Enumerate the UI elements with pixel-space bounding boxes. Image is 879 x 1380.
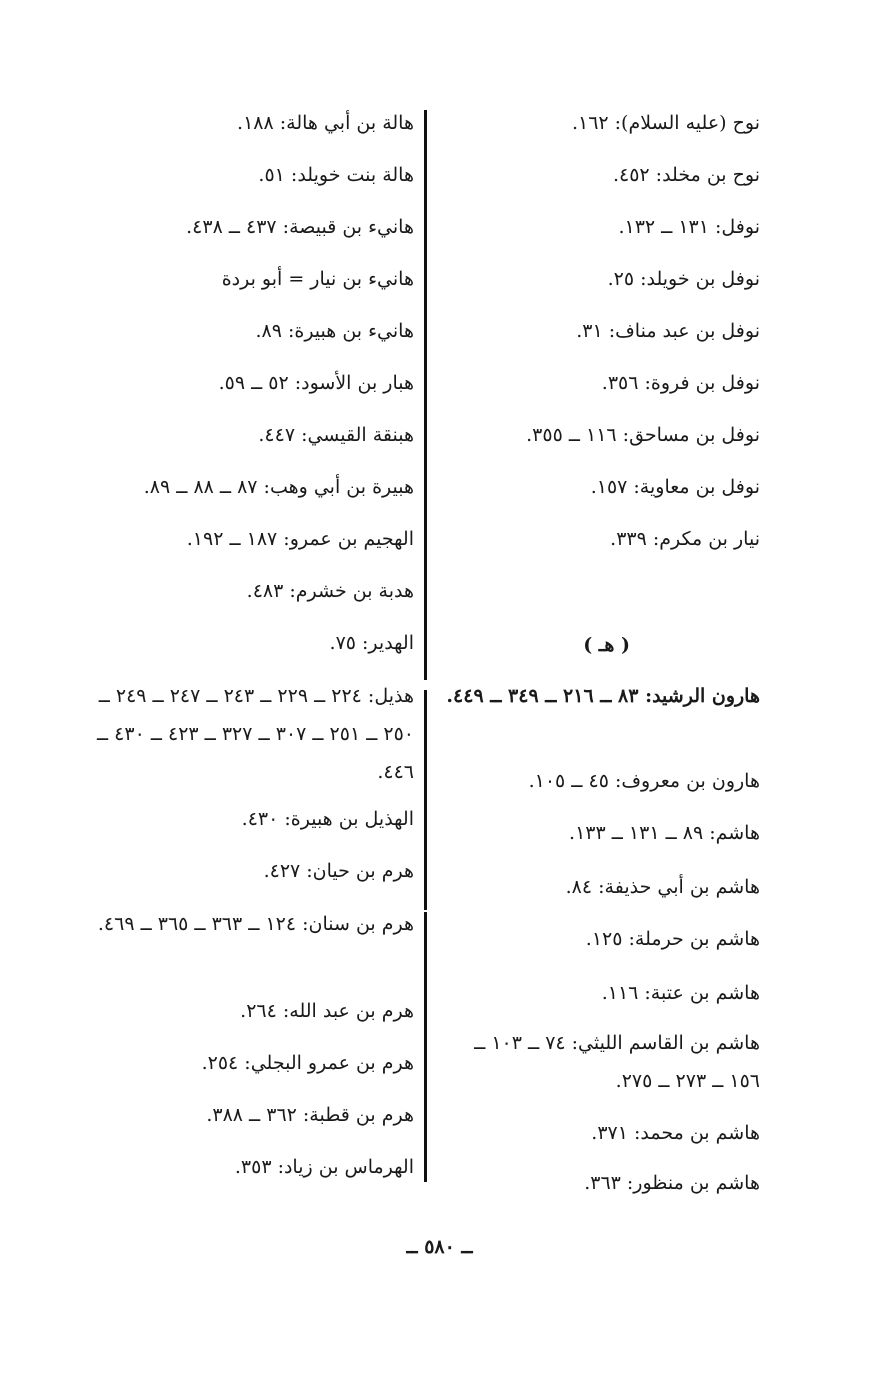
section-header: ( هـ ) bbox=[583, 634, 630, 656]
column-divider bbox=[424, 110, 427, 680]
page-number: ــ ٥٨٠ ــ bbox=[406, 1236, 473, 1258]
index-entry: هاشم بن القاسم الليثي: ٧٤ ــ ١٠٣ ــ ١٥٦ ــ ٢٧٣ ــ ٢٧٥. bbox=[474, 1032, 760, 1092]
index-entry: هاشم بن محمد: ٣٧١. bbox=[591, 1122, 760, 1144]
column-divider bbox=[424, 912, 427, 1182]
index-entry: هبيرة بن أبي وهب: ٨٧ ــ ٨٨ ــ ٨٩. bbox=[143, 476, 414, 498]
index-entry: هرم بن سنان: ١٢٤ ــ ٣٦٣ ــ ٣٦٥ ــ ٤٦٩. bbox=[97, 913, 414, 935]
index-entry: هالة بن أبي هالة: ١٨٨. bbox=[237, 112, 414, 134]
index-entry: هالة بنت خويلد: ٥١. bbox=[258, 164, 414, 186]
index-entry: هبنقة القيسي: ٤٤٧. bbox=[258, 424, 414, 446]
index-entry: الهجيم بن عمرو: ١٨٧ ــ ١٩٢. bbox=[186, 528, 414, 550]
index-entry: هذيل: ٢٢٤ ــ ٢٢٩ ــ ٢٤٣ ــ ٢٤٧ ــ ٢٤٩ ــ ٢٥٠ ــ ٢٥١ ــ ٣٠٧ ــ ٣٢٧ ــ ٤٢٣ ــ ٤٣٠ ــ ٤٤٦. bbox=[96, 685, 414, 783]
index-entry: هرم بن عمرو البجلي: ٢٥٤. bbox=[201, 1052, 414, 1074]
index-entry: هانيء بن هبيرة: ٨٩. bbox=[255, 320, 414, 342]
index-entry: نوفل بن معاوية: ١٥٧. bbox=[590, 476, 760, 498]
index-entry: هانيء بن نيار = أبو بردة bbox=[221, 268, 414, 290]
index-entry: هرم بن حيان: ٤٢٧. bbox=[263, 860, 414, 882]
index-entry: هارون بن معروف: ٤٥ ــ ١٠٥. bbox=[528, 770, 760, 792]
index-entry: الهذيل بن هبيرة: ٤٣٠. bbox=[241, 808, 414, 830]
index-entry: هاشم بن منظور: ٣٦٣. bbox=[584, 1172, 760, 1194]
index-entry: نوفل بن عبد مناف: ٣١. bbox=[576, 320, 760, 342]
index-entry: الهرماس بن زياد: ٣٥٣. bbox=[234, 1156, 414, 1178]
index-entry: الهدير: ٧٥. bbox=[329, 632, 414, 654]
index-entry: هبار بن الأسود: ٥٢ ــ ٥٩. bbox=[218, 372, 414, 394]
index-entry: نيار بن مكرم: ٣٣٩. bbox=[610, 528, 760, 550]
index-entry: نوح (عليه السلام): ١٦٢. bbox=[571, 112, 760, 134]
index-entry: نوفل بن مساحق: ١١٦ ــ ٣٥٥. bbox=[526, 424, 760, 446]
index-entry: نوح بن مخلد: ٤٥٢. bbox=[612, 164, 760, 186]
index-entry: هارون الرشيد: ٨٣ ــ ٢١٦ ــ ٣٤٩ ــ ٤٤٩. bbox=[446, 685, 760, 707]
index-entry: هرم بن قطبة: ٣٦٢ ــ ٣٨٨. bbox=[206, 1104, 414, 1126]
index-entry: هدبة بن خشرم: ٤٨٣. bbox=[246, 580, 414, 602]
index-entry: هاشم: ٨٩ ــ ١٣١ ــ ١٣٣. bbox=[569, 822, 760, 844]
column-divider bbox=[424, 690, 427, 910]
index-entry: هانيء بن قبيصة: ٤٣٧ ــ ٤٣٨. bbox=[186, 216, 414, 238]
index-entry: هاشم بن حرملة: ١٢٥. bbox=[585, 928, 760, 950]
index-entry: نوفل بن خويلد: ٢٥. bbox=[607, 268, 760, 290]
index-entry: هرم بن عبد الله: ٢٦٤. bbox=[240, 1000, 414, 1022]
index-entry: هاشم بن عتبة: ١١٦. bbox=[601, 982, 760, 1004]
index-entry: هاشم بن أبي حذيفة: ٨٤. bbox=[565, 876, 760, 898]
index-entry: نوفل: ١٣١ ــ ١٣٢. bbox=[618, 216, 760, 238]
index-entry: نوفل بن فروة: ٣٥٦. bbox=[601, 372, 760, 394]
